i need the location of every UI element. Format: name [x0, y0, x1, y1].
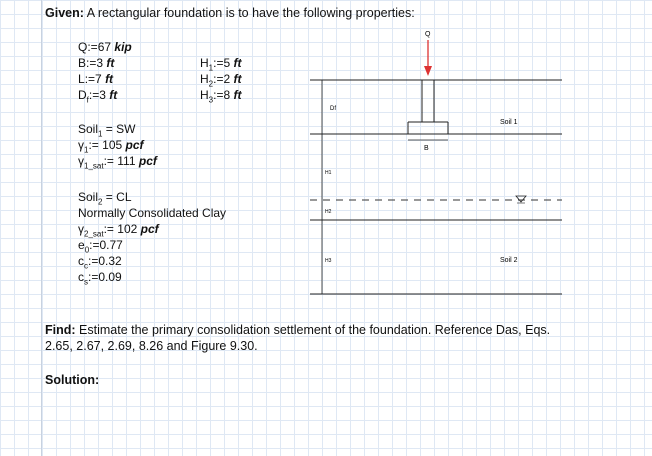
- soil2-cs: $c_s:=0.09$: [78, 270, 122, 287]
- param-h3: $H_3:=8$ ft: [200, 88, 242, 105]
- given-line: [45, 6, 415, 20]
- foundation-diagram: [300, 22, 570, 302]
- load-label: Q: [425, 31, 431, 38]
- find-line-1: [45, 323, 550, 337]
- param-df: $D_f:=3$ ft: [78, 88, 118, 105]
- df-label: Df: [330, 106, 336, 112]
- given-label: Given:: [45, 6, 84, 20]
- soil1-gamma-sat: $\gamma_{1\_sat}:= 111$ pcf: [78, 154, 157, 171]
- solution-label: Solution:: [45, 373, 100, 387]
- param-b: B:=3 ft: [78, 56, 115, 70]
- param-h2: $H_2:=2$ ft: [200, 72, 242, 89]
- h2-label: H2: [325, 209, 332, 215]
- soil2-cc: $c_c:=0.32$: [78, 254, 122, 271]
- param-l: L:=7 ft: [78, 72, 114, 86]
- find-text-1: Estimate the primary consolidation settlement of the foundation. Reference Das, Eqs.: [79, 323, 551, 337]
- soil1-type: Soil$_1$ = SW: [78, 122, 136, 139]
- soil2-description: Normally Consolidated Clay: [78, 206, 227, 220]
- param-q: Q:=67 kip: [78, 40, 132, 54]
- load-arrowhead: [424, 66, 432, 76]
- soil2-gamma-sat: $\gamma_{2\_sat}:= 102$ pcf: [78, 222, 159, 239]
- h3-label: H3: [325, 258, 332, 264]
- soil1-label: Soil 1: [500, 119, 518, 126]
- param-h1: $H_1:=5$ ft: [200, 56, 242, 73]
- soil2-label: Soil 2: [500, 257, 518, 264]
- soil2-type: Soil$_2$ = CL: [78, 190, 132, 207]
- find-label: Find:: [45, 323, 76, 337]
- page-margin-line: [41, 0, 42, 456]
- water-table-icon: [516, 196, 526, 202]
- find-line-2: 2.65, 2.67, 2.69, 8.26 and Figure 9.30.: [45, 339, 258, 353]
- given-text: A rectangular foundation is to have the following properties:: [86, 6, 415, 20]
- soil1-gamma: $\gamma_1:= 105$ pcf: [78, 138, 144, 155]
- soil2-e0: $e_0:=0.77$: [78, 238, 123, 255]
- h1-label: H1: [325, 170, 332, 176]
- b-label: B: [424, 145, 429, 152]
